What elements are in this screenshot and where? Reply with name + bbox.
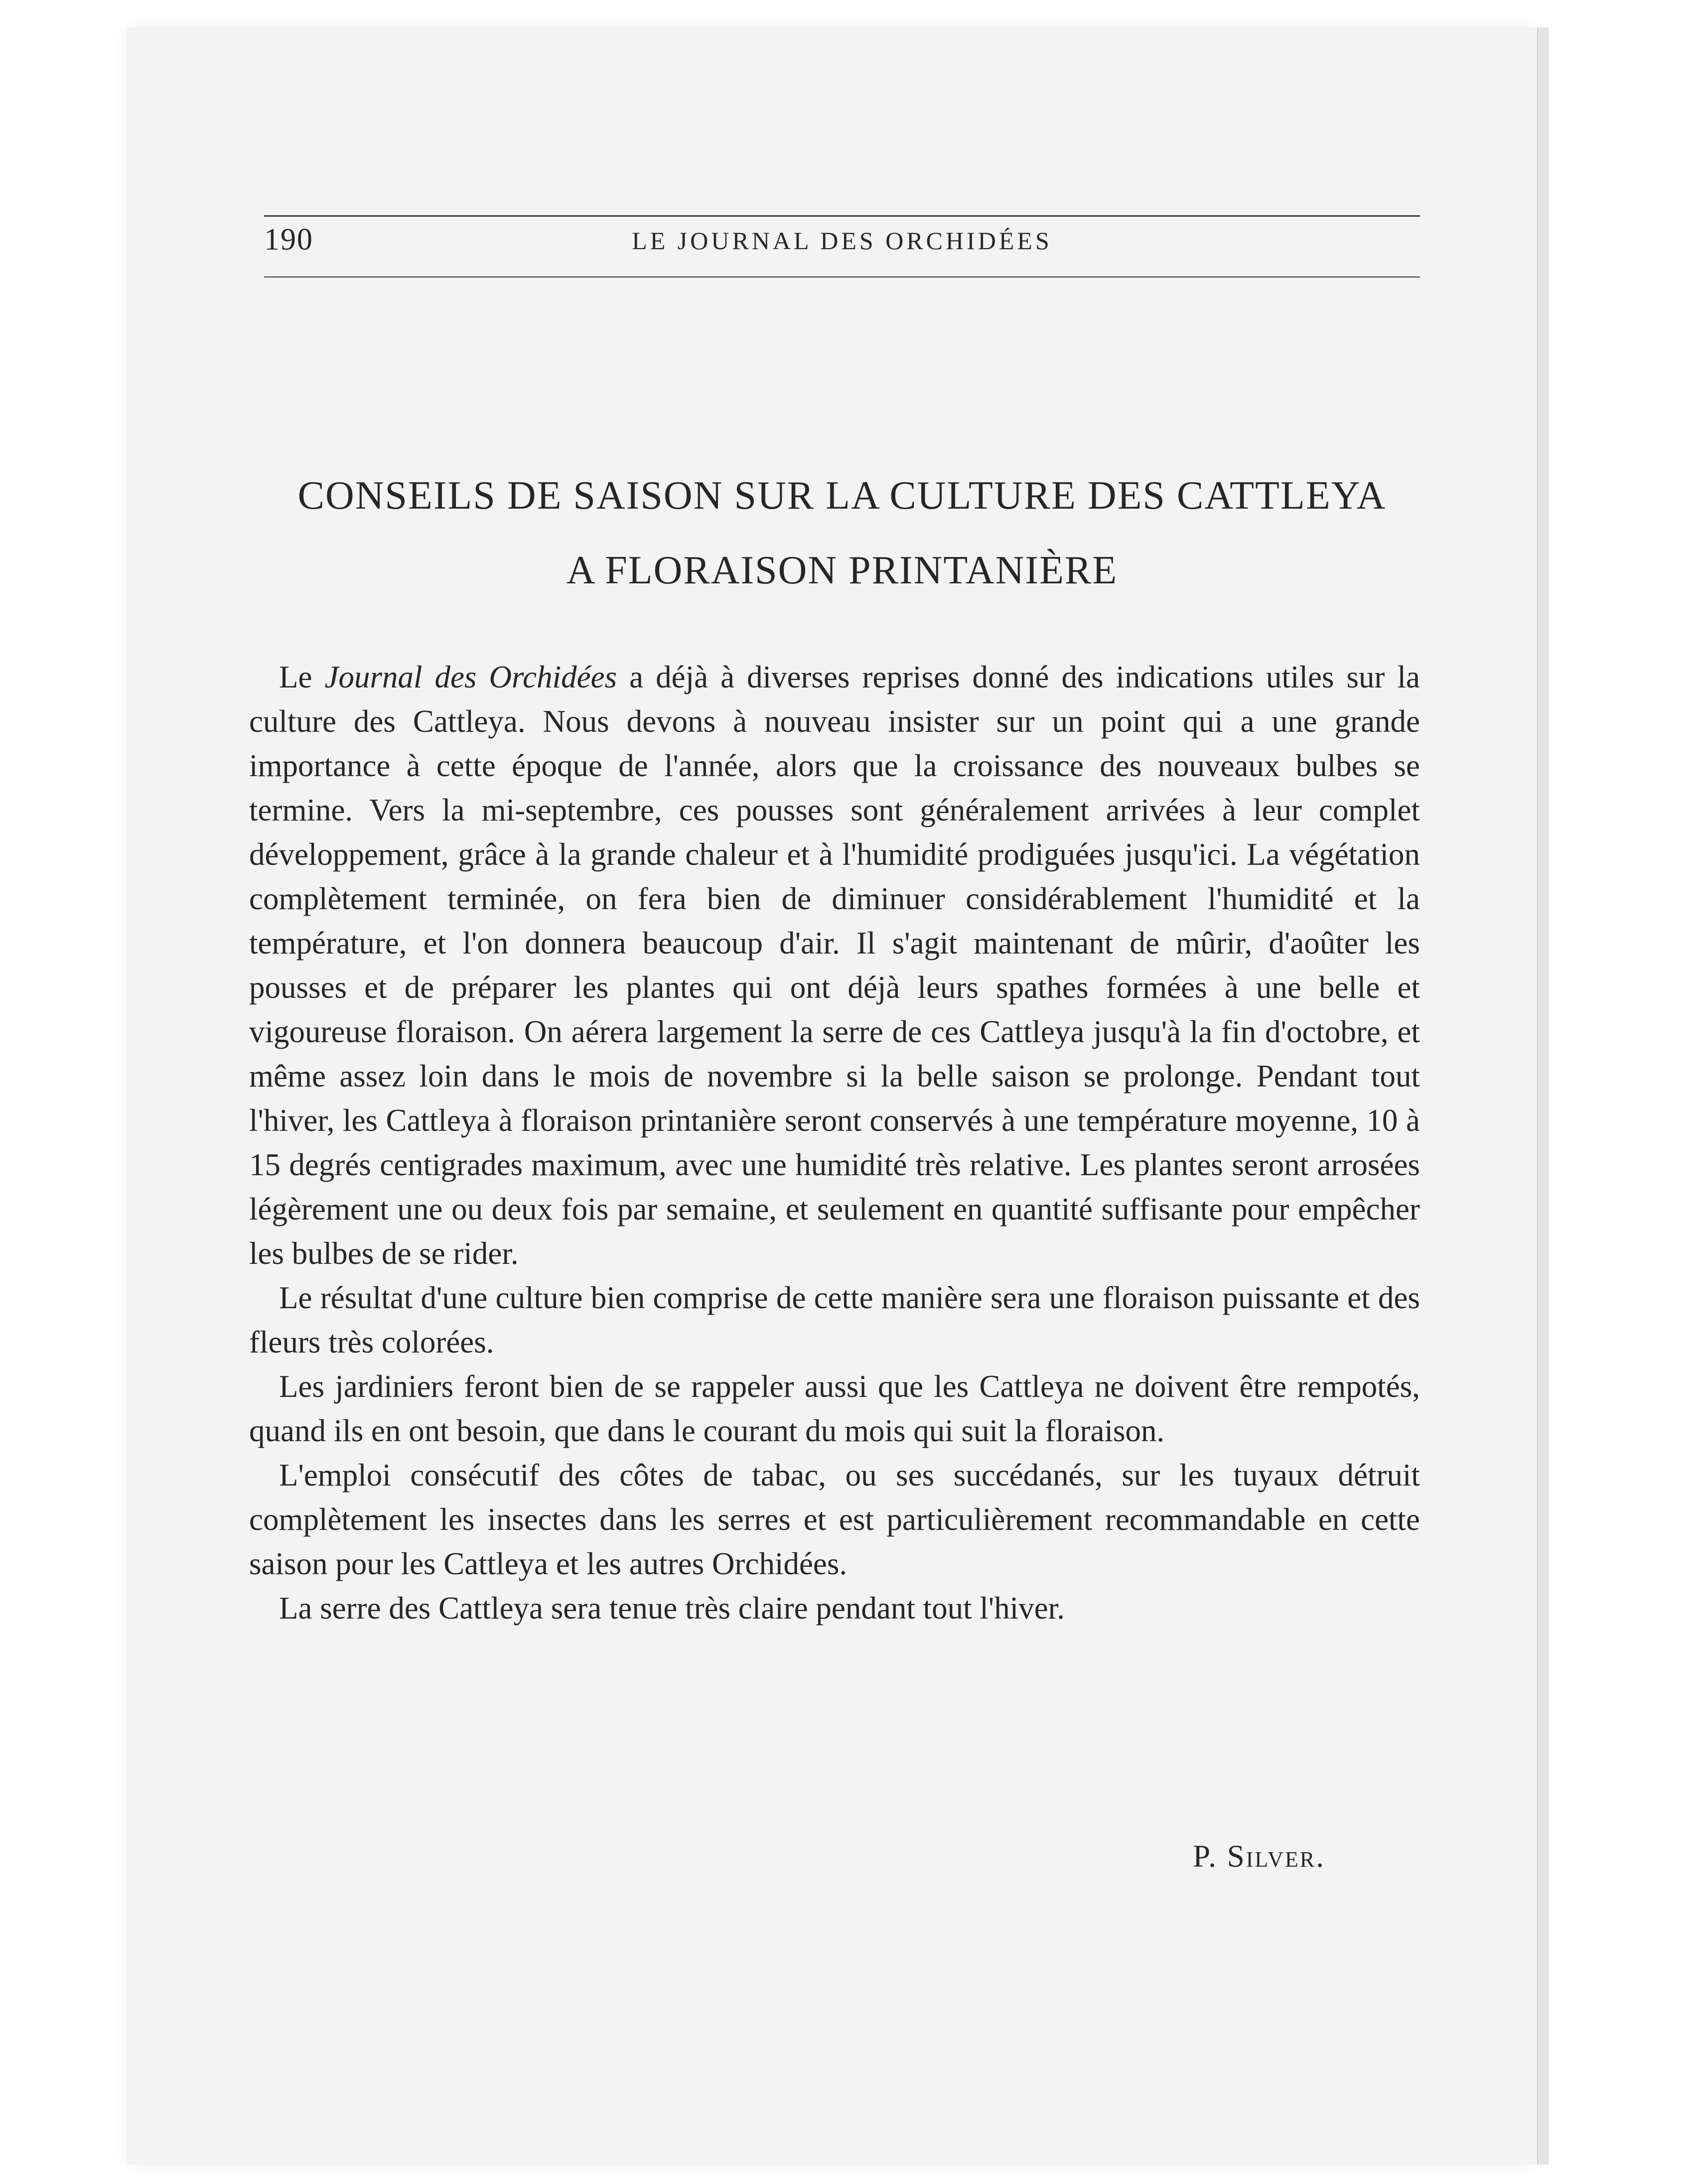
paragraph-1-text: a déjà à diverses reprises donné des indications utiles sur la culture des Cattleya. Nous devons à nouveau insister sur un point qui a une grande importance à cette époque de l'année, alors que la croissance des nouveaux bulbes se termine. Vers la mi-septembre, ces pousses sont généralement arrivées à leur complet développement, grâce à la grande chaleur et à l'humidité prodiguées jusqu'ici. La végétation complètement terminée, on fera bien de diminuer considérablement l'humidité et la température, et l'on donnera beaucoup d'air. Il s'agit maintenant de mûrir, d'aoûter les pousses et de préparer les plantes qui ont déjà leurs spathes formées à une belle et vigoureuse floraison. On aérera largement la serre de ces Cattleya jusqu'à la fin d'octobre, et même assez loin dans le mois de novembre si la belle saison se prolonge. Pendant tout l'hiver, les Cattleya à floraison printanière seront conservés à une température moyenne, 10 à 15 degrés centigrades maximum, avec une humidité très relative. Les plantes seront arrosées légèrement une ou deux fois par semaine, et seulement en quantité suffisante pour empêcher les bulbes de se rider. <box>249 660 1420 1271</box>
journal-title: LE JOURNAL DES ORCHIDÉES <box>632 227 1052 255</box>
article-body <box>249 655 1420 1631</box>
header-rule-top <box>264 215 1420 217</box>
page-number: 190 <box>264 223 313 257</box>
author-signature: P. Silver. <box>1193 1839 1325 1874</box>
page-edge <box>1537 27 1549 2165</box>
article-title-line-1: CONSEILS DE SAISON SUR LA CULTURE DES CATTLEYA <box>297 474 1387 518</box>
paragraph-1-lead: Le <box>279 660 325 694</box>
paragraph-4: L'emploi consécutif des côtes de tabac, ou ses succédanés, sur les tuyaux détruit complètement les insectes dans les serres et est particulièrement recommandable en cette saison pour les Cattleya et les autres Orchidées. <box>249 1458 1420 1581</box>
article-title <box>249 458 1435 608</box>
paragraph-5: La serre des Cattleya sera tenue très claire pendant tout l'hiver. <box>279 1591 1065 1626</box>
header-rule-bottom <box>264 276 1420 277</box>
paragraph-1 <box>249 655 1420 1276</box>
paragraph-2: Le résultat d'une culture bien comprise de cette manière sera une floraison puissante et des fleurs très colorées. <box>249 1280 1420 1360</box>
paragraph-3: Les jardiniers feront bien de se rappeler aussi que les Cattleya ne doivent être rempotés, quand ils en ont besoin, que dans le courant du mois qui suit la floraison. <box>249 1369 1420 1448</box>
running-head <box>264 219 1420 269</box>
article-title-line-2: A FLORAISON PRINTANIÈRE <box>566 548 1118 592</box>
journal-name-italic: Journal des Orchidées <box>324 660 617 694</box>
